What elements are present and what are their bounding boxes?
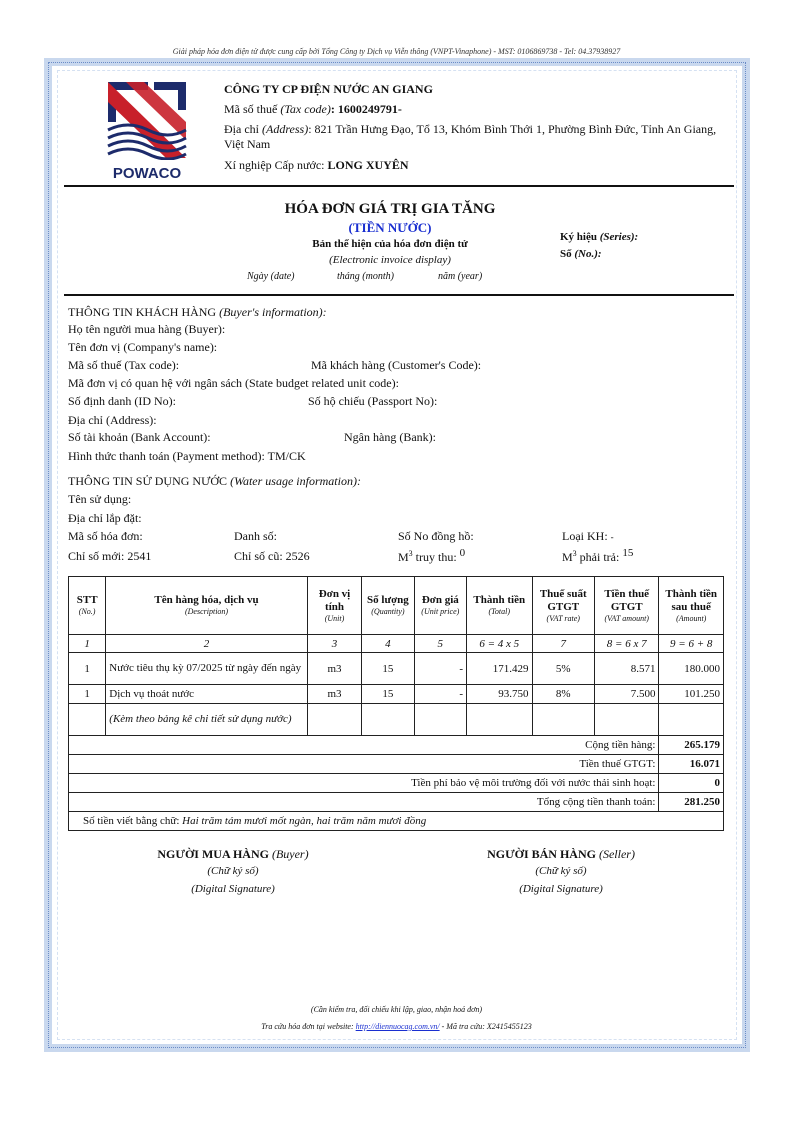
amount-in-words-row xyxy=(69,812,724,831)
buyer-sign-vi: (Chữ ký số) xyxy=(207,865,259,877)
buyer-tax: Mã số thuế (Tax code): xyxy=(68,358,180,372)
payment-value: TM/CK xyxy=(267,449,306,463)
buyer-address: Địa chỉ (Address): xyxy=(68,413,157,427)
subtotal-row xyxy=(69,736,724,755)
tax-label: Mã số thuế xyxy=(224,102,278,116)
env-fee-row xyxy=(69,774,724,793)
table-header-row xyxy=(69,577,724,635)
customer-type-label: Loại KH: xyxy=(562,529,608,543)
env-fee-value: 0 xyxy=(659,774,724,793)
buyer-name: Họ tên người mua hàng (Buyer): xyxy=(68,322,226,336)
table-note-row xyxy=(69,704,724,736)
new-index xyxy=(68,549,151,564)
row-vat-amount: 8.571 xyxy=(594,653,658,685)
buyer-section-label: THÔNG TIN KHÁCH HÀNG xyxy=(68,305,217,319)
row-unit: m3 xyxy=(307,685,361,704)
buyer-bank: Ngân hàng (Bank): xyxy=(344,430,436,444)
empty-cell xyxy=(414,704,466,736)
empty-cell xyxy=(659,704,724,736)
date-year: năm (year) xyxy=(438,271,483,282)
row-description: Nước tiêu thụ kỳ 07/2025 từ ngày đến ngày xyxy=(106,653,308,685)
tax-code-line xyxy=(224,102,402,117)
address-line xyxy=(224,122,729,152)
old-index-label: Chỉ số cũ: xyxy=(234,549,283,563)
payable-label: phải trả: xyxy=(579,550,620,564)
water-section-label: THÔNG TIN SỬ DỤNG NƯỚC xyxy=(68,474,228,488)
table-index-row xyxy=(69,635,724,653)
lookup-prefix: Tra cứu hóa đơn tại website: xyxy=(261,1022,354,1031)
line-items-table xyxy=(68,576,724,831)
display-label: Bản thể hiện của hóa đơn điện tử xyxy=(312,238,468,250)
index-cell: 5 xyxy=(414,635,466,653)
invoice-title: HÓA ĐƠN GIÁ TRỊ GIA TĂNG xyxy=(284,201,496,217)
buyer-signature-label: NGƯỜI MUA HÀNG xyxy=(157,847,269,861)
row-vat-rate: 8% xyxy=(532,685,594,704)
detail-note: (Kèm theo bảng kê chi tiết sử dụng nước) xyxy=(106,704,308,736)
company-name: CÔNG TY CP ĐIỆN NƯỚC AN GIANG xyxy=(224,82,433,96)
words-label: Số tiền viết bằng chữ: xyxy=(83,815,180,827)
payment-label: Hình thức thanh toán (Payment method): xyxy=(68,449,265,463)
subtotal-label: Cộng tiền hàng: xyxy=(69,736,659,755)
table-row xyxy=(69,685,724,704)
table-row xyxy=(69,653,724,685)
branch-label: Xí nghiệp Cấp nước: xyxy=(224,158,325,172)
water-section-label-en: (Water usage information): xyxy=(230,474,361,488)
lookup-link[interactable]: http://diennuocag.com.vn/ xyxy=(355,1022,440,1031)
index-cell: 3 xyxy=(307,635,361,653)
env-fee-label: Tiền phí bảo vệ môi trường đối với nước thải sinh hoạt: xyxy=(69,774,659,793)
branch-value: LONG XUYÊN xyxy=(327,158,409,172)
lookup-code: - Mã tra cứu: X2415455123 xyxy=(441,1022,532,1031)
date-month: tháng (month) xyxy=(337,271,394,282)
row-quantity: 15 xyxy=(362,653,414,685)
header-vat-amount: Tiền thuế GTGT (VAT amount) xyxy=(594,577,658,635)
header-quantity: Số lượng (Quantity) xyxy=(362,577,414,635)
buyer-signature-label-en: (Buyer) xyxy=(271,847,309,861)
number-label: Số xyxy=(560,248,572,260)
customer-type xyxy=(562,529,614,544)
buyer-company: Tên đơn vị (Company's name): xyxy=(68,340,218,354)
address-label: Địa chỉ xyxy=(224,122,259,136)
buyer-passport: Số hộ chiếu (Passport No): xyxy=(308,394,438,408)
water-user: Tên sử dụng: xyxy=(68,492,132,506)
header-amount: Thành tiền sau thuế (Amount) xyxy=(659,577,724,635)
empty-cell xyxy=(307,704,361,736)
divider xyxy=(64,185,734,187)
series-line xyxy=(560,231,638,243)
recovered-label: truy thu: xyxy=(415,550,457,564)
seller-sign-vi: (Chữ ký số) xyxy=(535,865,587,877)
empty-cell xyxy=(594,704,658,736)
row-stt: 1 xyxy=(69,685,106,704)
number-line xyxy=(560,248,602,260)
buyer-account: Số tài khoản (Bank Account): xyxy=(68,430,211,444)
divider xyxy=(64,294,734,296)
row-description: Dịch vụ thoát nước xyxy=(106,685,308,704)
new-index-label: Chỉ số mới: xyxy=(68,549,125,563)
list-number: Danh số: xyxy=(234,529,277,543)
display-label-en: (Electronic invoice display) xyxy=(329,254,451,266)
header-total: Thành tiền (Total) xyxy=(467,577,533,635)
grand-total-label: Tổng cộng tiền thanh toán: xyxy=(69,793,659,812)
header-description: Tên hàng hóa, dịch vụ (Description) xyxy=(106,577,308,635)
row-unit-price: - xyxy=(414,653,466,685)
provider-note: Giải pháp hóa đơn điện tử được cung cấp bởi Tổng Công ty Dịch vụ Viễn thông (VNPT-Vinaphone) - MST: 0106869738 - Tel: 04.37938927 xyxy=(172,47,621,56)
company-logo xyxy=(106,80,188,180)
index-cell: 8 = 6 x 7 xyxy=(594,635,658,653)
seller-signature-label: NGƯỜI BÁN HÀNG xyxy=(487,847,596,861)
row-total: 171.429 xyxy=(467,653,533,685)
powaco-logo-icon xyxy=(106,80,188,160)
seller-sign-en: (Digital Signature) xyxy=(519,883,603,895)
buyer-section-title xyxy=(68,305,327,320)
lookup-line xyxy=(0,1022,793,1031)
header-unit: Đơn vị tính (Unit) xyxy=(307,577,361,635)
invoice-code: Mã số hóa đơn: xyxy=(68,529,143,543)
logo-text: POWACO xyxy=(112,165,182,182)
index-cell: 2 xyxy=(106,635,308,653)
amount-in-words xyxy=(69,812,724,831)
empty-cell xyxy=(467,704,533,736)
customer-type-value: - xyxy=(610,532,614,542)
buyer-section-label-en: (Buyer's information): xyxy=(219,305,327,319)
address-label-en: (Address) xyxy=(262,122,309,136)
payable-value: 15 xyxy=(622,547,634,559)
empty-cell xyxy=(69,704,106,736)
grand-total-row xyxy=(69,793,724,812)
seller-signature-label-en: (Seller) xyxy=(598,847,635,861)
row-amount: 180.000 xyxy=(659,653,724,685)
index-cell: 4 xyxy=(362,635,414,653)
vat-total-label: Tiền thuế GTGT: xyxy=(69,755,659,774)
series-label-en: (Series): xyxy=(599,231,639,243)
header-vat-rate: Thuế suất GTGT (VAT rate) xyxy=(532,577,594,635)
header-unit-price: Đơn giá (Unit price) xyxy=(414,577,466,635)
vat-total-value: 16.071 xyxy=(659,755,724,774)
row-amount: 101.250 xyxy=(659,685,724,704)
row-quantity: 15 xyxy=(362,685,414,704)
recovered-volume: $M^3$ truy thu: $^0$ xyxy=(398,547,466,564)
row-total: 93.750 xyxy=(467,685,533,704)
row-stt: 1 xyxy=(69,653,106,685)
index-cell: 1 xyxy=(69,635,106,653)
meter-number: Số No đồng hồ: xyxy=(398,529,474,543)
seller-signature-title xyxy=(446,847,676,862)
empty-cell xyxy=(362,704,414,736)
buyer-sign-en: (Digital Signature) xyxy=(191,883,275,895)
row-unit-price: - xyxy=(414,685,466,704)
vat-total-row xyxy=(69,755,724,774)
recovered-value: 0 xyxy=(459,547,466,559)
subtotal-value: 265.179 xyxy=(659,736,724,755)
buyer-signature-title xyxy=(118,847,348,862)
buyer-id: Số định danh (ID No): xyxy=(68,394,176,408)
buyer-budget-unit: Mã đơn vị có quan hệ với ngân sách (State budget related unit code): xyxy=(68,376,399,390)
index-cell: 9 = 6 + 8 xyxy=(659,635,724,653)
row-vat-rate: 5% xyxy=(532,653,594,685)
new-index-value: 2541 xyxy=(127,549,152,563)
payable-volume: $M^3$ phải trả: $^{15}$ xyxy=(562,547,634,564)
words-value: Hai trăm tám mươi mốt ngàn, hai trăm năm mươi đồng xyxy=(182,815,427,827)
tax-code: : 1600249791- xyxy=(330,102,402,116)
tax-label-en: (Tax code) xyxy=(280,102,331,116)
branch-line xyxy=(224,158,409,173)
footer-note: (Cần kiểm tra, đối chiếu khi lập, giao, nhận hoá đơn) xyxy=(310,1005,483,1014)
buyer-customer-code: Mã khách hàng (Customer's Code): xyxy=(311,358,482,372)
index-cell: 7 xyxy=(532,635,594,653)
payment-method xyxy=(68,449,306,464)
row-unit: m3 xyxy=(307,653,361,685)
invoice-subtitle: (TIỀN NƯỚC) xyxy=(348,220,432,235)
water-section-title xyxy=(68,474,361,489)
grand-total-value: 281.250 xyxy=(659,793,724,812)
index-cell: 6 = 4 x 5 xyxy=(467,635,533,653)
empty-cell xyxy=(532,704,594,736)
old-index xyxy=(234,549,310,564)
date-day: Ngày (date) xyxy=(247,271,295,282)
row-vat-amount: 7.500 xyxy=(594,685,658,704)
number-label-en: (No.): xyxy=(574,248,602,260)
install-address: Địa chỉ lắp đặt: xyxy=(68,511,142,525)
header-stt: STT (No.) xyxy=(69,577,106,635)
address-value: : 821 Trần Hưng Đạo, Tổ 13, Khóm Bình Thới 1, Phường Bình Đức, Tỉnh An Giang, Việt Nam xyxy=(224,122,717,151)
old-index-value: 2526 xyxy=(285,549,310,563)
series-label: Ký hiệu xyxy=(560,231,597,243)
